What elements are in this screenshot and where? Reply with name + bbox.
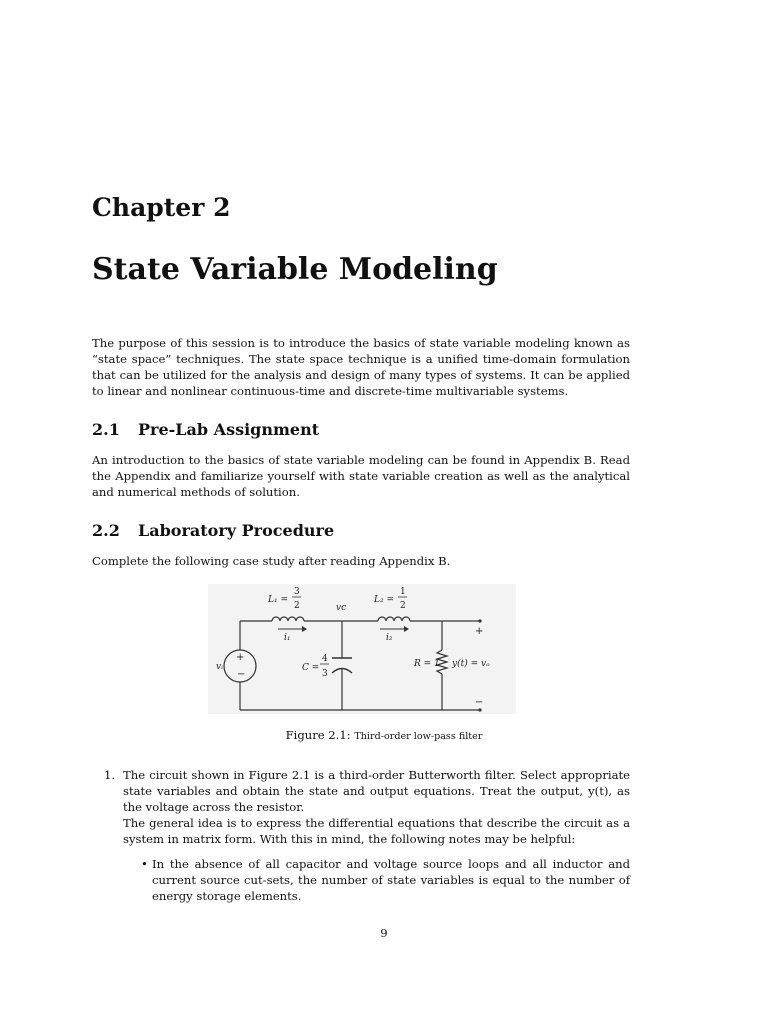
list-item: [104, 767, 630, 904]
section-number: 2.1: [92, 420, 120, 439]
figure-caption-text: Third-order low-pass filter: [354, 731, 483, 742]
l2-label: L₂ =: [374, 595, 394, 605]
output-label: y(t) = vₒ: [452, 659, 490, 669]
circuit-diagram: [208, 584, 516, 714]
section-paragraph-procedure: Complete the following case study after reading Appendix B.: [92, 554, 451, 568]
l1-denominator: 2: [294, 601, 300, 611]
c-denominator: 3: [322, 669, 328, 679]
c-label: C =: [302, 663, 320, 673]
list-item-number: 1.: [104, 768, 116, 782]
figure-circuit: [208, 584, 516, 714]
figure-caption: [0, 727, 768, 745]
vi-label: vᵢ: [216, 662, 223, 672]
l1-label: L₁ =: [268, 595, 288, 605]
section-heading-prelab: [92, 419, 319, 441]
output-plus-sign: +: [475, 626, 484, 637]
source-plus-sign: +: [236, 652, 245, 663]
output-minus-sign: −: [475, 697, 484, 708]
l2-denominator: 2: [400, 601, 406, 611]
chapter-title: State Variable Modeling: [92, 252, 498, 287]
vc-label: vc: [336, 603, 347, 613]
l2-numerator: 1: [400, 587, 406, 597]
bullet-text: In the absence of all capacitor and voltage source loops and all inductor and current source cut-sets, the number of state variables is equal to the number of energy storage elements.: [152, 857, 630, 903]
intro-paragraph: The purpose of this session is to introduce the basics of state variable modeling known as “state space” techniques. The state space technique is a unified time-domain formulation that can be utilized for the analysis and design of many types of systems. It can be applied to linear and nonlinear continuous-time and discrete-time multivariable systems.: [92, 336, 630, 398]
list-item-paragraph: The general idea is to express the differential equations that describe the circuit as a system in matrix form. With this in mind, the following notes may be helpful:: [123, 816, 630, 846]
output-terminal-bottom: [478, 708, 481, 711]
list-item-paragraph: The circuit shown in Figure 2.1 is a third-order Butterworth filter. Select appropriate state variables and obtain the state and output equations. Treat the output, y(t), as the voltage across the resistor.: [123, 768, 630, 814]
i2-label: i₂: [386, 633, 393, 643]
section-heading-procedure: [92, 520, 334, 542]
list-item-body: [123, 767, 630, 904]
output-terminal-top: [478, 619, 481, 622]
page-number: 9: [380, 926, 388, 940]
figure-background: [208, 584, 516, 714]
r-label: R = 1: [414, 659, 440, 669]
figure-caption-label: Figure 2.1:: [285, 728, 351, 742]
source-minus-sign: −: [237, 669, 246, 680]
section-number: 2.2: [92, 521, 120, 540]
chapter-label: Chapter 2: [92, 193, 231, 222]
section-title: Pre-Lab Assignment: [138, 420, 320, 439]
i1-label: i₁: [284, 633, 291, 643]
section-title: Laboratory Procedure: [138, 521, 335, 540]
bullet-item: [123, 856, 630, 904]
c-numerator: 4: [322, 654, 328, 664]
section-paragraph-prelab: An introduction to the basics of state variable modeling can be found in Appendix B. Read the Appendix and familiarize yourself with state variable creation as well as the analytical and numerical methods of solution.: [92, 453, 630, 499]
bullet-icon: •: [141, 857, 148, 871]
l1-numerator: 3: [294, 587, 300, 597]
